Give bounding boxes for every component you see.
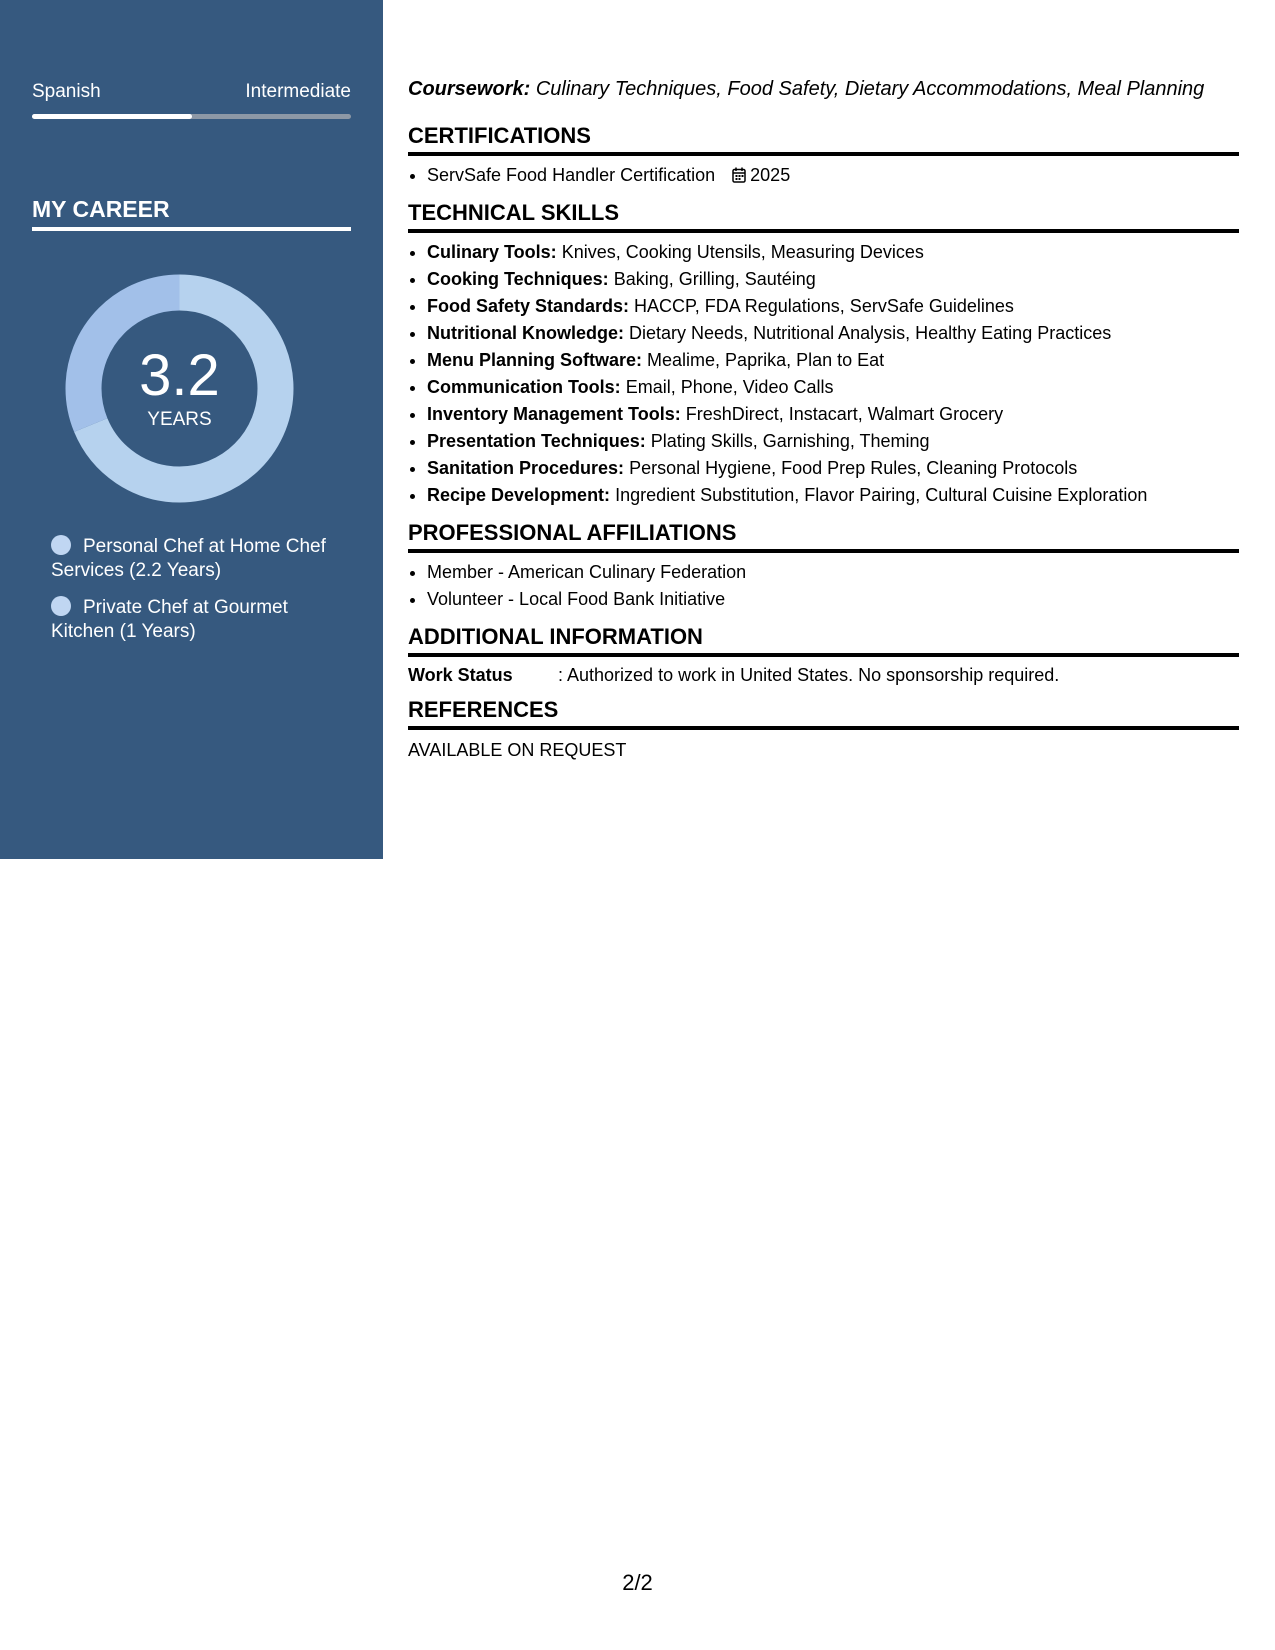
career-item xyxy=(51,535,351,583)
skill-label: Sanitation Procedures: xyxy=(427,458,625,478)
skill-label: Nutritional Knowledge: xyxy=(427,323,624,343)
skill-item xyxy=(427,482,1239,509)
skill-item xyxy=(427,293,1239,320)
skill-label: Cooking Techniques: xyxy=(427,269,609,289)
skill-value: Email, Phone, Video Calls xyxy=(625,377,834,397)
skills-heading: TECHNICAL SKILLS xyxy=(408,200,1239,233)
career-total-years: 3.2 xyxy=(139,342,220,408)
references-heading: REFERENCES xyxy=(408,697,1239,730)
affiliation-item: • Volunteer - Local Food Bank Initiative xyxy=(427,586,1239,613)
coursework-label: Coursework: xyxy=(408,78,531,100)
skill-value: Dietary Needs, Nutritional Analysis, Healthy Eating Practices xyxy=(629,323,1112,343)
bullet-dot-icon xyxy=(51,596,71,616)
career-list xyxy=(51,535,351,657)
main-content xyxy=(408,78,1239,772)
skill-label: Culinary Tools: xyxy=(427,242,557,262)
skill-value: Personal Hygiene, Food Prep Rules, Cleaning Protocols xyxy=(629,458,1078,478)
donut-center xyxy=(65,274,294,503)
skill-label: Communication Tools: xyxy=(427,377,621,397)
page-number: 2/2 xyxy=(622,1570,653,1595)
certifications-section xyxy=(408,123,1239,189)
skill-label: Presentation Techniques: xyxy=(427,431,646,451)
career-total-label: YEARS xyxy=(147,408,212,430)
coursework-value: Culinary Techniques, Food Safety, Dietary Accommodations, Meal Planning xyxy=(535,78,1205,100)
career-item-text: Personal Chef at Home Chef Services (2.2 Years) xyxy=(51,536,326,581)
language-row xyxy=(32,81,351,103)
coursework-line xyxy=(408,78,1239,101)
calendar-icon xyxy=(732,167,746,183)
career-heading: MY CAREER xyxy=(32,196,170,222)
skill-item xyxy=(427,374,1239,401)
work-status-value: : Authorized to work in United States. No sponsorship required. xyxy=(558,665,1060,685)
additional-info-section xyxy=(408,624,1239,686)
skill-item xyxy=(427,239,1239,266)
career-item xyxy=(51,596,351,644)
affiliations-section xyxy=(408,520,1239,613)
skills-list xyxy=(408,239,1239,509)
skill-label: Menu Planning Software: xyxy=(427,350,643,370)
language-level: Intermediate xyxy=(245,81,351,102)
certifications-heading: CERTIFICATIONS xyxy=(408,123,1239,156)
skill-value: Baking, Grilling, Sautéing xyxy=(613,269,816,289)
skill-value: Ingredient Substitution, Flavor Pairing, Cultural Cuisine Exploration xyxy=(615,485,1148,505)
skill-value: Plating Skills, Garnishing, Theming xyxy=(650,431,930,451)
skill-value: HACCP, FDA Regulations, ServSafe Guidelines xyxy=(634,296,1014,316)
language-name: Spanish xyxy=(32,81,101,102)
work-status-label: Work Status xyxy=(408,665,513,685)
certification-name: ServSafe Food Handler Certification xyxy=(427,165,716,185)
skill-item xyxy=(427,266,1239,293)
references-section xyxy=(408,697,1239,761)
certification-year: 2025 xyxy=(750,165,791,185)
skill-item xyxy=(427,320,1239,347)
references-text: AVAILABLE ON REQUEST xyxy=(408,740,627,760)
sidebar xyxy=(0,0,383,859)
affiliations-heading: PROFESSIONAL AFFILIATIONS xyxy=(408,520,1239,553)
career-item-text: Private Chef at Gourmet Kitchen (1 Years) xyxy=(51,597,288,642)
additional-info-heading: ADDITIONAL INFORMATION xyxy=(408,624,1239,657)
skill-label: Inventory Management Tools: xyxy=(427,404,681,424)
career-heading-rule xyxy=(32,227,351,231)
skill-value: FreshDirect, Instacart, Walmart Grocery xyxy=(685,404,1004,424)
skill-item xyxy=(427,347,1239,374)
skill-item xyxy=(427,455,1239,482)
skill-value: Knives, Cooking Utensils, Measuring Devices xyxy=(561,242,924,262)
certification-item xyxy=(427,162,1239,189)
skills-section xyxy=(408,200,1239,509)
bullet-dot-icon xyxy=(51,535,71,555)
language-progress-bar xyxy=(32,114,351,119)
certifications-list xyxy=(408,162,1239,189)
skill-item xyxy=(427,428,1239,455)
skill-item xyxy=(427,401,1239,428)
affiliations-list xyxy=(408,559,1239,613)
affiliation-item: • Member - American Culinary Federation xyxy=(427,559,1239,586)
skill-label: Recipe Development: xyxy=(427,485,611,505)
skill-value: Mealime, Paprika, Plan to Eat xyxy=(647,350,885,370)
work-status-row xyxy=(408,665,1239,686)
language-progress-fill xyxy=(32,114,192,119)
skill-label: Food Safety Standards: xyxy=(427,296,630,316)
certification-date xyxy=(732,165,790,185)
